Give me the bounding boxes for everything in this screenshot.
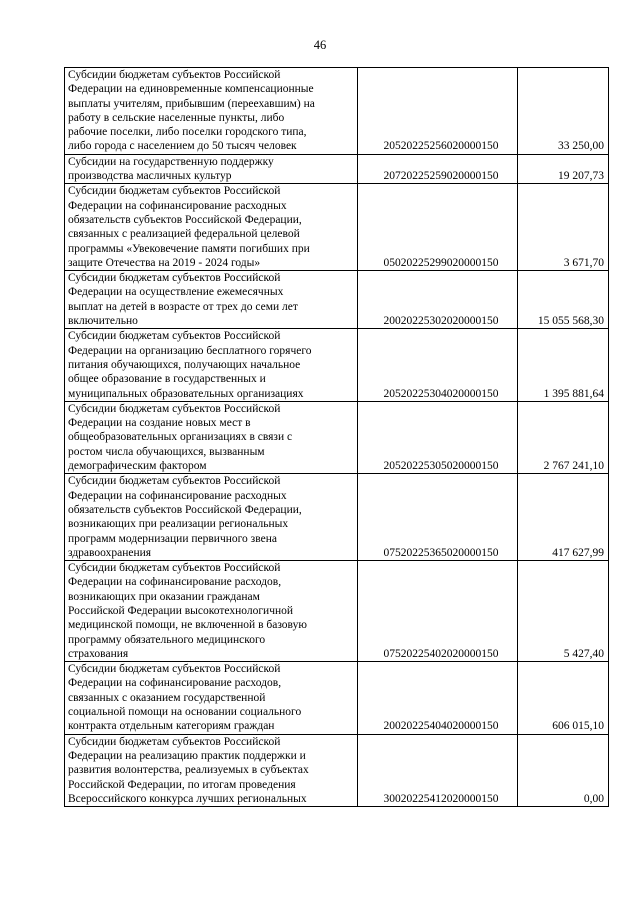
table-row: [65, 68, 609, 155]
row-code: 20020225404020000150: [358, 662, 518, 734]
row-code: 07520225402020000150: [358, 561, 518, 662]
row-code: 05020225299020000150: [358, 184, 518, 271]
row-amount: 19 207,73: [518, 154, 609, 184]
row-code: 07520225365020000150: [358, 474, 518, 561]
row-amount: 2 767 241,10: [518, 401, 609, 473]
row-code: 30020225412020000150: [358, 734, 518, 806]
table-row: [65, 561, 609, 662]
table-row: [65, 734, 609, 806]
row-name: Субсидии бюджетам субъектов Российской Федерации на софинансирование расходных обязательств субъектов Российской Федерации, связанных с реализацией федеральной целевой программы «Увековечение памяти погибших при защите Отечества на 2019 - 2024 годы»: [65, 184, 358, 271]
row-code: 20720225259020000150: [358, 154, 518, 184]
row-name: Субсидии бюджетам субъектов Российской Федерации на единовременные компенсационные выплаты учителям, прибывшим (переехавшим) на работу в сельские населенные пункты, либо рабочие поселки, либо поселки городского типа, либо города с населением до 50 тысяч человек: [65, 68, 358, 155]
table-row: [65, 271, 609, 329]
table-row: [65, 474, 609, 561]
table-row: [65, 154, 609, 184]
row-amount: 15 055 568,30: [518, 271, 609, 329]
budget-table: [64, 67, 609, 807]
row-amount: 3 671,70: [518, 184, 609, 271]
row-name: Субсидии бюджетам субъектов Российской Федерации на софинансирование расходов, возникающих при оказании гражданам Российской Федерации высокотехнологичной медицинской помощи, не включенной в базовую программу обязательного медицинского страхования: [65, 561, 358, 662]
table-row: [65, 401, 609, 473]
row-code: 20520225256020000150: [358, 68, 518, 155]
row-code: 20520225305020000150: [358, 401, 518, 473]
row-name: Субсидии бюджетам субъектов Российской Федерации на создание новых мест в общеобразовательных организациях в связи с ростом числа обучающихся, вызванным демографическим фактором: [65, 401, 358, 473]
row-amount: 417 627,99: [518, 474, 609, 561]
budget-table-body: [65, 68, 609, 807]
row-code: 20020225302020000150: [358, 271, 518, 329]
row-name: Субсидии бюджетам субъектов Российской Федерации на осуществление ежемесячных выплат на детей в возрасте от трех до семи лет включительно: [65, 271, 358, 329]
row-amount: 33 250,00: [518, 68, 609, 155]
row-amount: 606 015,10: [518, 662, 609, 734]
row-amount: 0,00: [518, 734, 609, 806]
row-code: 20520225304020000150: [358, 329, 518, 401]
row-amount: 5 427,40: [518, 561, 609, 662]
row-name: Субсидии бюджетам субъектов Российской Федерации на реализацию практик поддержки и развития волонтерства, реализуемых в субъектах Российской Федерации, по итогам проведения Всероссийского конкурса лучших региональных: [65, 734, 358, 806]
page-number: 46: [313, 38, 327, 52]
table-row: [65, 662, 609, 734]
row-name: Субсидии бюджетам субъектов Российской Федерации на софинансирование расходных обязательств субъектов Российской Федерации, возникающих при реализации региональных программ модернизации первичного звена здравоохранения: [65, 474, 358, 561]
row-name: Субсидии бюджетам субъектов Российской Федерации на организацию бесплатного горячего питания обучающихся, получающих начальное общее образование в государственных и муниципальных образовательных организациях: [65, 329, 358, 401]
row-name: Субсидии на государственную поддержку производства масличных культур: [65, 154, 358, 184]
row-name: Субсидии бюджетам субъектов Российской Федерации на софинансирование расходов, связанных с оказанием государственной социальной помощи на основании социального контракта отдельным категориям граждан: [65, 662, 358, 734]
table-row: [65, 184, 609, 271]
table-row: [65, 329, 609, 401]
row-amount: 1 395 881,64: [518, 329, 609, 401]
